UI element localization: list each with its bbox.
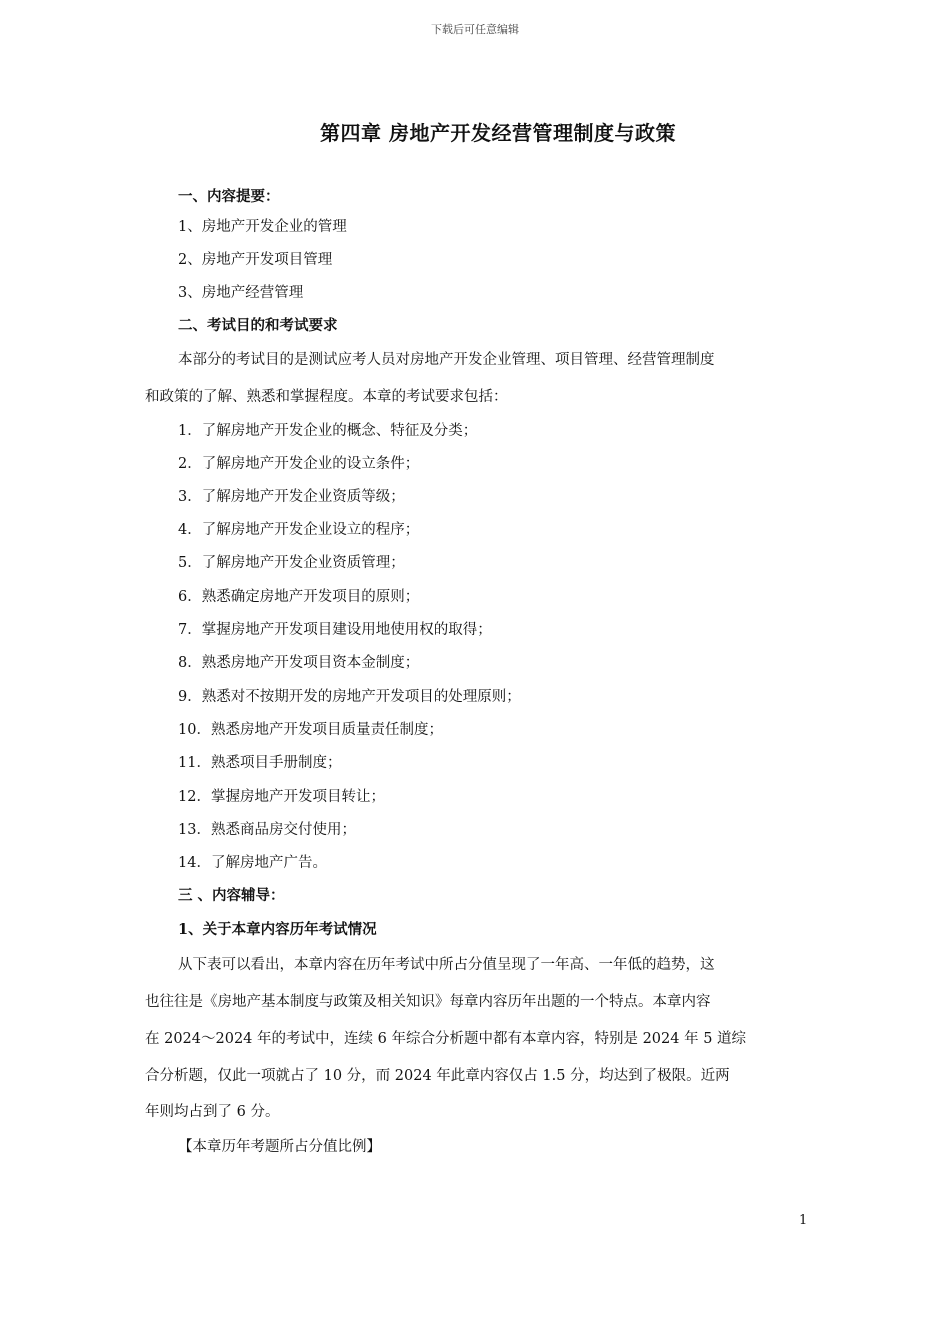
requirement-item: 9．熟悉对不按期开发的房地产开发项目的处理原则；: [178, 689, 521, 705]
paragraph-line: 也往往是《房地产基本制度与政策及相关知识》每章内容历年出题的一个特点。本章内容: [145, 994, 711, 1010]
requirement-item: 3．了解房地产开发企业资质等级；: [178, 489, 405, 505]
requirement-item: 2．了解房地产开发企业的设立条件；: [178, 456, 420, 472]
requirement-item: 10．熟悉房地产开发项目质量责任制度；: [178, 722, 443, 738]
requirement-item: 6．熟悉确定房地产开发项目的原则；: [178, 589, 420, 605]
page-header: 下载后可任意编辑: [431, 23, 519, 36]
paragraph-line: 从下表可以看出，本章内容在历年考试中所占分值呈现了一年高、一年低的趋势，这: [178, 957, 715, 973]
summary-item: 2、房地产开发项目管理: [178, 252, 333, 268]
paragraph-line: 合分析题，仅此一项就占了 10 分，而 2024 年此章内容仅占 1.5 分，均达到了极限。近两: [145, 1068, 730, 1084]
requirement-item: 1．了解房地产开发企业的概念、特征及分类；: [178, 423, 478, 439]
requirement-item: 5．了解房地产开发企业资质管理；: [178, 555, 405, 571]
requirement-item: 4．了解房地产开发企业设立的程序；: [178, 522, 420, 538]
requirement-item: 12．掌握房地产开发项目转让；: [178, 789, 385, 805]
summary-item: 3、房地产经营管理: [178, 285, 304, 301]
requirement-item: 8．熟悉房地产开发项目资本金制度；: [178, 655, 420, 671]
paragraph-line: 本部分的考试目的是测试应考人员对房地产开发企业管理、项目管理、经营管理制度: [178, 352, 715, 368]
requirement-item: 7．掌握房地产开发项目建设用地使用权的取得；: [178, 622, 492, 638]
requirement-item: 13．熟悉商品房交付使用；: [178, 822, 356, 838]
table-caption: 【本章历年考题所占分值比例】: [178, 1139, 381, 1155]
requirement-item: 14．了解房地产广告。: [178, 855, 327, 871]
summary-item: 1、房地产开发企业的管理: [178, 219, 347, 235]
section-heading: 三 、内容辅导：: [178, 887, 285, 904]
page-number: 1: [799, 1213, 808, 1228]
paragraph-line: 和政策的了解、熟悉和掌握程度。本章的考试要求包括：: [145, 389, 508, 405]
requirement-item: 11．熟悉项目手册制度；: [178, 755, 342, 771]
section-heading: 二、考试目的和考试要求: [178, 317, 338, 334]
paragraph-line: 年则均占到了 6 分。: [145, 1104, 280, 1120]
paragraph-line: 在 2024～2024 年的考试中，连续 6 年综合分析题中都有本章内容，特别是 2024 年 5 道综: [145, 1031, 747, 1047]
section-heading: 一、内容提要：: [178, 188, 280, 205]
chapter-title: 第四章 房地产开发经营管理制度与政策: [320, 121, 676, 145]
subsection-heading: 1、关于本章内容历年考试情况: [178, 921, 377, 938]
